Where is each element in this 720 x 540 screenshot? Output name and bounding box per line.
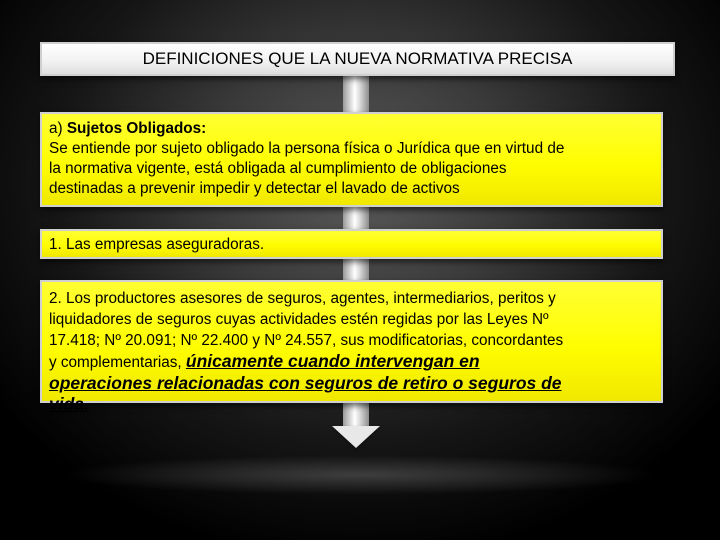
item-2-emphasis-3: vida. [49, 394, 89, 414]
definition-box-sujetos-obligados [40, 112, 663, 207]
definition-heading-label: Sujetos Obligados: [66, 120, 207, 137]
slide-title-box [40, 42, 675, 76]
item-2-line-1: 2. Los productores asesores de seguros, agentes, intermediarios, peritos y [49, 290, 556, 307]
item-2-emphasis-1: únicamente cuando intervengan en [185, 351, 480, 371]
item-2-line-4 [49, 351, 655, 373]
item-2-emphasis-2: operaciones relacionadas con seguros de retiro o seguros de [49, 373, 562, 393]
item-box-aseguradoras [40, 229, 663, 259]
item-1-text: 1. Las empresas aseguradoras. [49, 236, 265, 253]
item-2-line-4-plain: y complementarias, [49, 354, 186, 371]
definition-line-2: la normativa vigente, está obligada al cumplimiento de obligaciones [49, 160, 507, 177]
definition-heading [49, 119, 655, 139]
definition-line-3: destinadas a prevenir impedir y detectar el lavado de activos [49, 180, 460, 197]
item-box-productores [40, 280, 663, 414]
slide-title: DEFINICIONES QUE LA NUEVA NORMATIVA PRECISA [142, 49, 573, 68]
definition-heading-prefix: a) [49, 120, 67, 137]
floor-reflection [60, 455, 660, 495]
definition-line-1: Se entiende por sujeto obligado la persona física o Jurídica que en virtud de [49, 140, 565, 157]
item-2-line-3: 17.418; Nº 20.091; Nº 22.400 y Nº 24.557, sus modificatorias, concordantes [49, 332, 564, 349]
down-arrow-icon [332, 426, 380, 448]
item-2-line-2: liquidadores de seguros cuyas actividades estén regidas por las Leyes Nº [49, 311, 549, 328]
